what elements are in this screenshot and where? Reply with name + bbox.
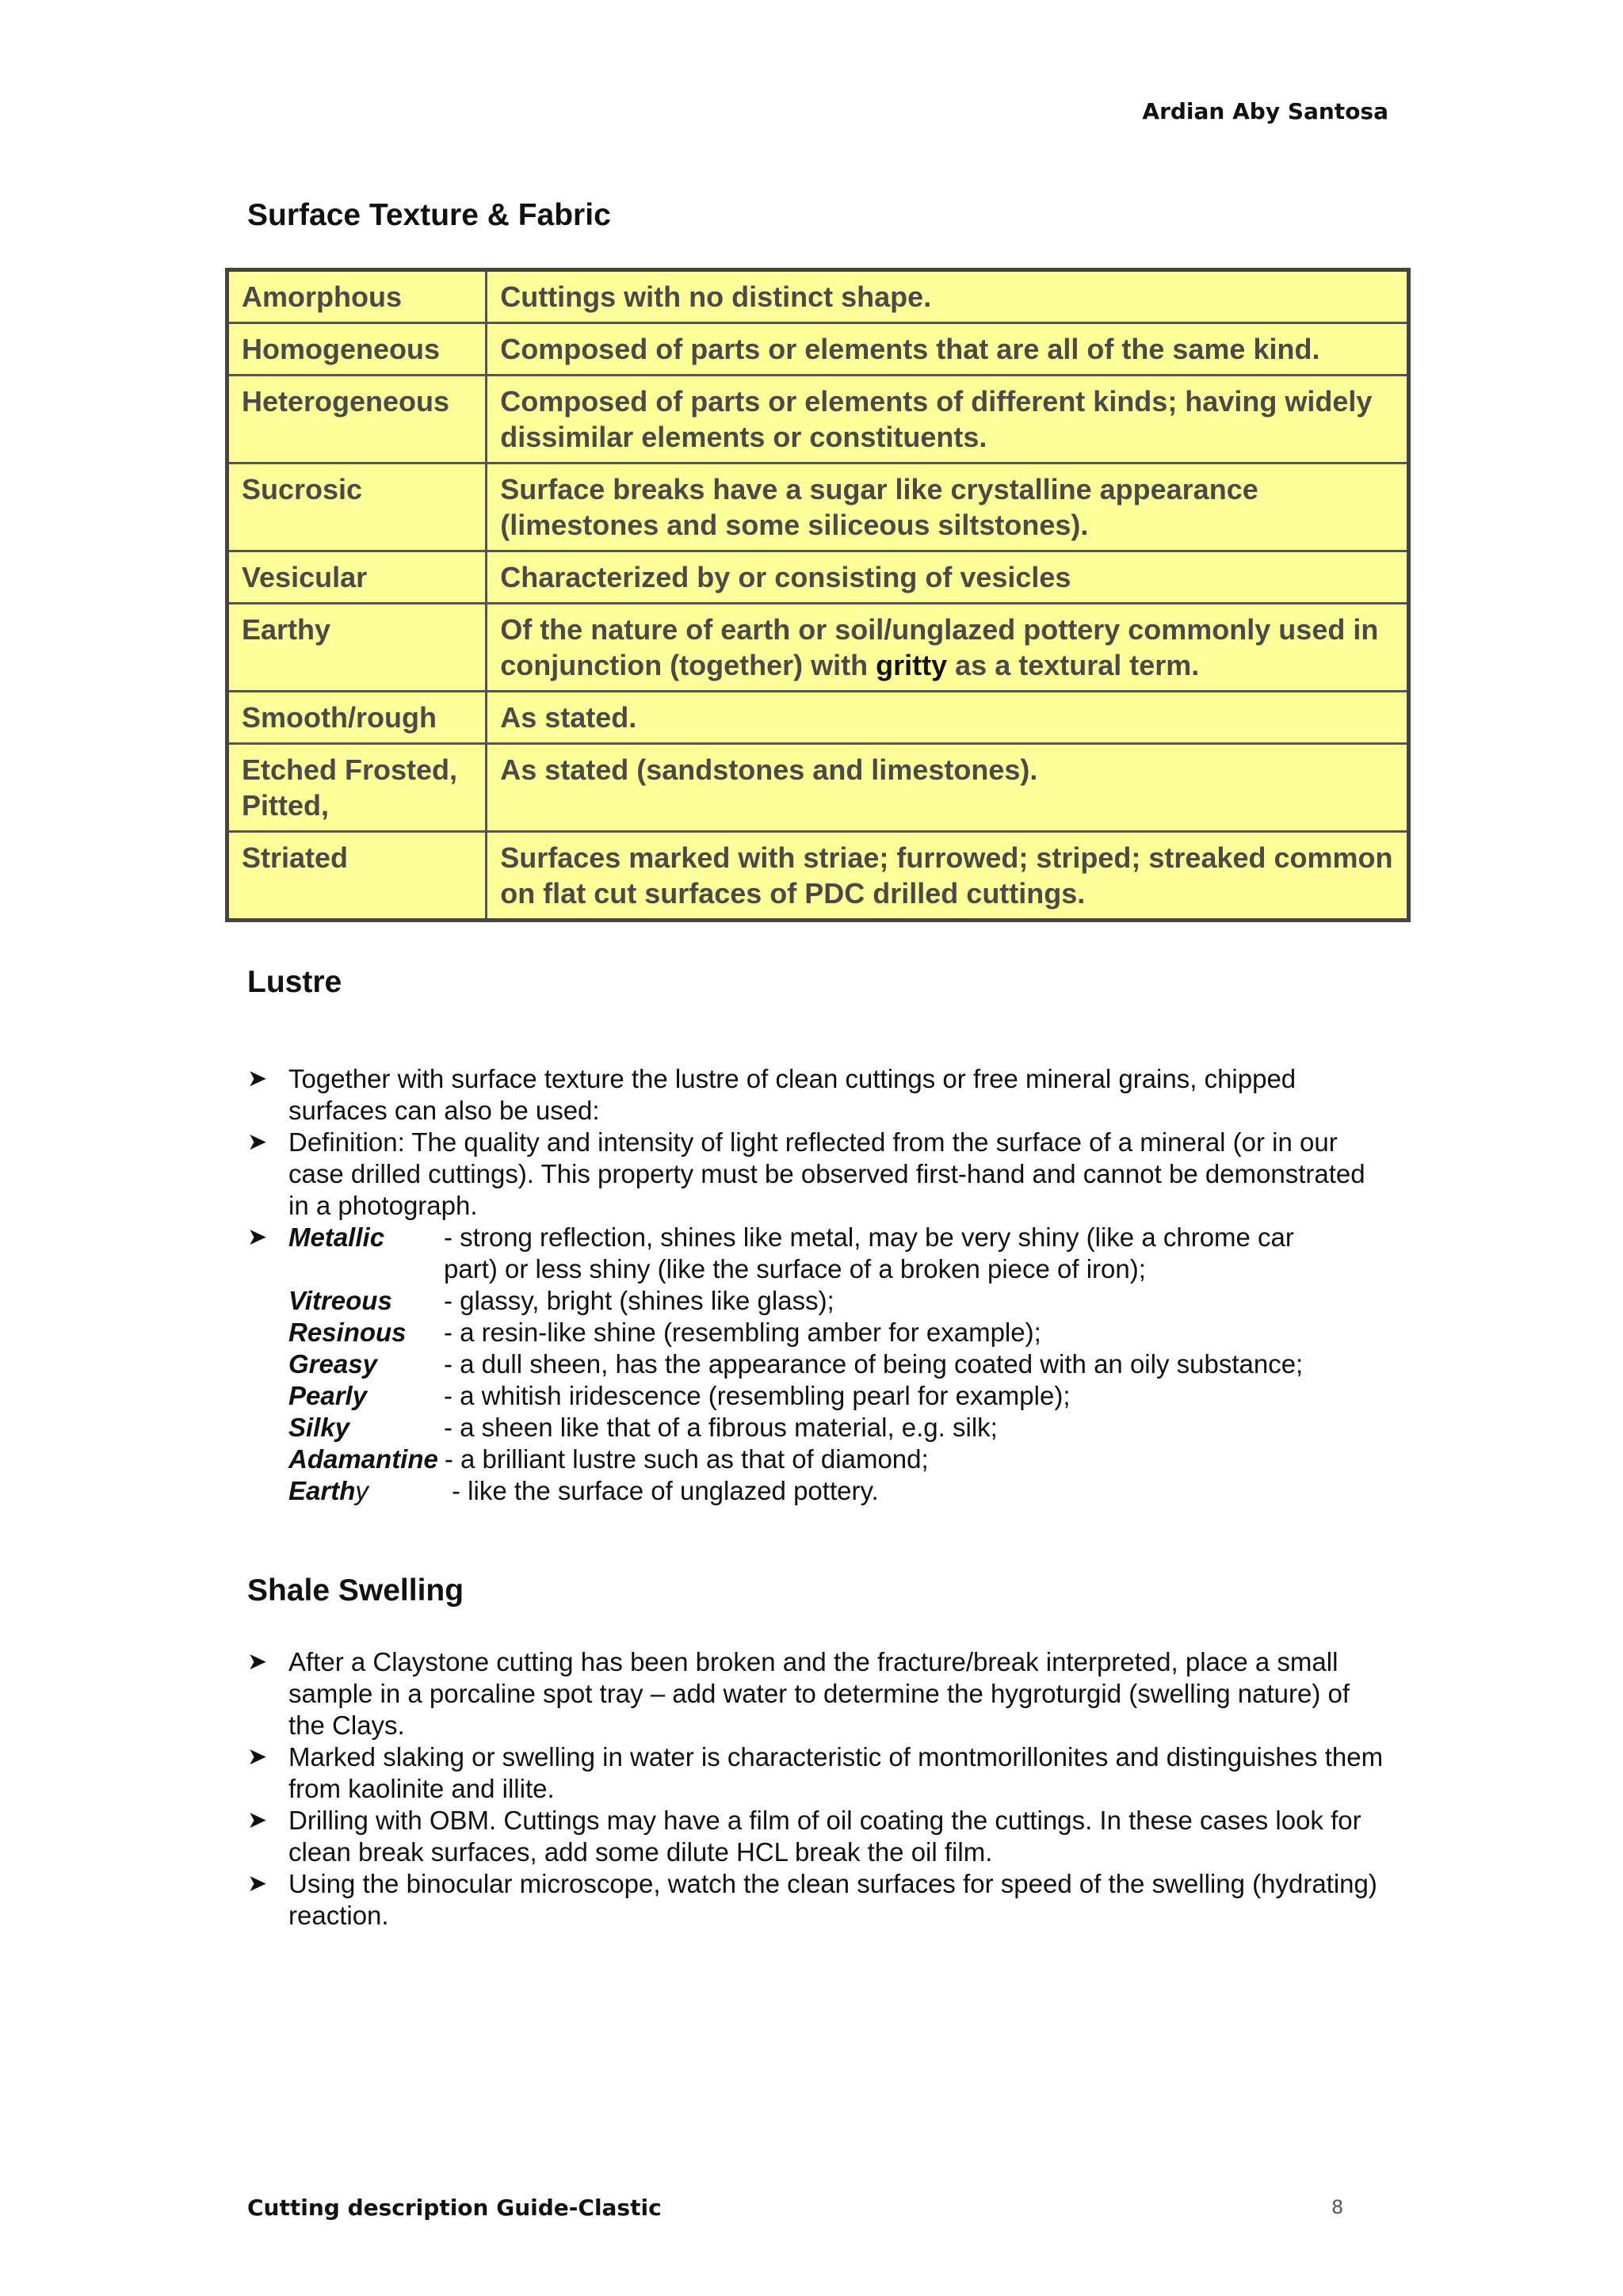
arrowhead-bullet-icon: ➤ bbox=[247, 1224, 268, 1250]
section-title-lustre: Lustre bbox=[247, 965, 342, 999]
header-author: Ardian Aby Santosa bbox=[1142, 98, 1388, 124]
arrowhead-bullet-icon: ➤ bbox=[247, 1807, 268, 1833]
arrowhead-bullet-icon: ➤ bbox=[247, 1129, 268, 1155]
table-definition: Composed of parts or elements that are all of the same kind. bbox=[487, 323, 1409, 376]
lustre-term-row bbox=[288, 1412, 1350, 1444]
lustre-term: Resinous bbox=[288, 1318, 407, 1347]
table-row bbox=[227, 692, 1409, 744]
table-definition bbox=[487, 604, 1409, 692]
lustre-term-row bbox=[288, 1348, 1350, 1380]
lustre-term: Adamantine bbox=[288, 1444, 438, 1474]
lustre-term: Greasy bbox=[288, 1349, 377, 1379]
arrowhead-bullet-icon: ➤ bbox=[247, 1066, 268, 1092]
table-term: Sucrosic bbox=[227, 463, 487, 551]
lustre-term: Metallic bbox=[288, 1222, 385, 1252]
table-definition: Surface breaks have a sugar like crystalline appearance (limestones and some siliceous siltstones). bbox=[487, 463, 1409, 551]
lustre-definition: - a resin-like shine (resembling amber for example); bbox=[444, 1318, 1041, 1347]
table-term: Earthy bbox=[227, 604, 487, 692]
table-row bbox=[227, 604, 1409, 692]
lustre-term-row bbox=[288, 1285, 1350, 1317]
table-row bbox=[227, 376, 1409, 463]
list-item bbox=[247, 1868, 1388, 1932]
lustre-term-row bbox=[288, 1317, 1350, 1348]
lustre-term-row bbox=[288, 1380, 1350, 1412]
table-definition: Composed of parts or elements of different kinds; having widely dissimilar elements or constituents. bbox=[487, 376, 1409, 463]
lustre-definition: - a whitish iridescence (resembling pearl for example); bbox=[444, 1381, 1071, 1410]
table-term: Amorphous bbox=[227, 270, 487, 323]
section-title-shale: Shale Swelling bbox=[247, 1573, 464, 1608]
table-row bbox=[227, 270, 1409, 323]
table-term: Striated bbox=[227, 832, 487, 921]
list-item bbox=[247, 1741, 1388, 1805]
definition-text: as a textural term. bbox=[947, 649, 1200, 681]
list-item bbox=[247, 1127, 1388, 1222]
lustre-terms-block bbox=[288, 1222, 1350, 1507]
list-item-text: Marked slaking or swelling in water is characteristic of montmorillonites and distinguishes them from kaolinite and illite. bbox=[288, 1742, 1384, 1803]
definition-text: Of the nature of earth or soil/unglazed pottery commonly used in conjunction (together) with bbox=[500, 613, 1379, 681]
table-row bbox=[227, 323, 1409, 376]
list-item-text: Definition: The quality and intensity of light reflected from the surface of a mineral (or in our case drilled cuttings). This property must be observed first-hand and cannot be demonstrated in a photograph. bbox=[288, 1127, 1365, 1220]
lustre-term: Vitreous bbox=[288, 1286, 392, 1315]
table-term: Etched Frosted, Pitted, bbox=[227, 744, 487, 832]
page-number: 8 bbox=[1331, 2196, 1344, 2218]
lustre-definition: - strong reflection, shines like metal, may be very shiny (like a chrome car part) or less shiny (like the surface of a broken piece of iron); bbox=[444, 1222, 1294, 1283]
arrowhead-bullet-icon: ➤ bbox=[247, 1649, 268, 1675]
lustre-definition: - a dull sheen, has the appearance of being coated with an oily substance; bbox=[444, 1349, 1304, 1379]
table-term: Smooth/rough bbox=[227, 692, 487, 744]
list-item-text: Using the binocular microscope, watch the clean surfaces for speed of the swelling (hydrating) reaction. bbox=[288, 1869, 1377, 1930]
list-item bbox=[247, 1063, 1388, 1127]
lustre-definition: - a brilliant lustre such as that of diamond; bbox=[444, 1444, 929, 1474]
lustre-definition: - a sheen like that of a fibrous material, e.g. silk; bbox=[444, 1413, 998, 1442]
texture-table bbox=[225, 268, 1411, 922]
lustre-term-row bbox=[288, 1222, 1350, 1285]
list-item bbox=[247, 1805, 1388, 1868]
table-definition: As stated. bbox=[487, 692, 1409, 744]
list-item-text: Drilling with OBM. Cuttings may have a film of oil coating the cuttings. In these cases look for clean break surfaces, add some dilute HCL break the oil film. bbox=[288, 1806, 1361, 1867]
table-term: Vesicular bbox=[227, 551, 487, 604]
table-definition: Surfaces marked with striae; furrowed; striped; streaked common on flat cut surfaces of PDC drilled cuttings. bbox=[487, 832, 1409, 921]
table-row bbox=[227, 744, 1409, 832]
list-item bbox=[247, 1646, 1388, 1741]
lustre-term: Silky bbox=[288, 1413, 350, 1442]
lustre-term bbox=[288, 1475, 452, 1507]
section-title-texture: Surface Texture & Fabric bbox=[247, 198, 611, 232]
table-term: Homogeneous bbox=[227, 323, 487, 376]
lustre-term-row bbox=[288, 1444, 1350, 1475]
shale-list bbox=[247, 1646, 1388, 1932]
table-row bbox=[227, 551, 1409, 604]
lustre-term-tail: y bbox=[355, 1476, 369, 1505]
table-definition: As stated (sandstones and limestones). bbox=[487, 744, 1409, 832]
lustre-term-row bbox=[288, 1475, 1350, 1507]
lustre-term-bold: Earth bbox=[288, 1476, 356, 1505]
lustre-definition: - like the surface of unglazed pottery. bbox=[452, 1476, 879, 1505]
lustre-definition: - glassy, bright (shines like glass); bbox=[444, 1286, 834, 1315]
table-definition: Characterized by or consisting of vesicles bbox=[487, 551, 1409, 604]
table-term: Heterogeneous bbox=[227, 376, 487, 463]
table-definition: Cuttings with no distinct shape. bbox=[487, 270, 1409, 323]
footer-title: Cutting description Guide-Clastic bbox=[247, 2195, 662, 2221]
lustre-term: Pearly bbox=[288, 1381, 368, 1410]
table-row bbox=[227, 832, 1409, 921]
arrowhead-bullet-icon: ➤ bbox=[247, 1871, 268, 1897]
list-item-text: Together with surface texture the lustre of clean cuttings or free mineral grains, chipped surfaces can also be used: bbox=[288, 1064, 1296, 1125]
arrowhead-bullet-icon: ➤ bbox=[247, 1744, 268, 1770]
gritty-term: gritty bbox=[876, 649, 948, 681]
list-item-text: After a Claystone cutting has been broken and the fracture/break interpreted, place a small sample in a porcaline spot tray – add water to determine the hygroturgid (swelling nature) of the Clays. bbox=[288, 1647, 1350, 1740]
table-row bbox=[227, 463, 1409, 551]
